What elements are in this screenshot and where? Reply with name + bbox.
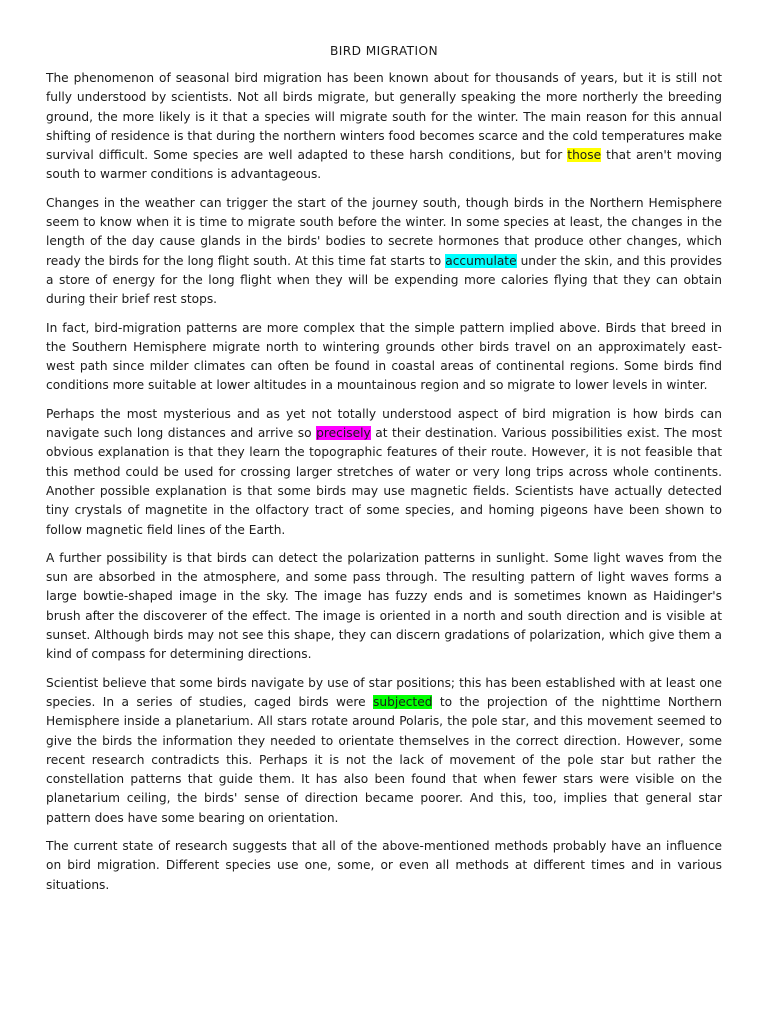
paragraph-2: [46, 194, 722, 310]
document-page: [46, 42, 722, 904]
paragraph-1: [46, 69, 722, 185]
highlight-subjected: subjected: [373, 694, 433, 709]
paragraph-6: [46, 674, 722, 828]
highlight-precisely: precisely: [316, 426, 371, 441]
paragraph-4-text-after: at their destination. Various possibilities exist. The most obvious explanation is that they learn the topographic features of their route. However, it is not feasible that this method could be used for crossing larger stretches of water or very long trips across whole continents. Another possible explanation is that some birds may use magnetic fields. Scientists have actually detected tiny crystals of magnetite in the olfactory tract of some species, and homing pigeons have been shown to follow magnetic field lines of the Earth.: [46, 426, 722, 537]
page-title: BIRD MIGRATION: [330, 44, 438, 58]
paragraph-1-text-before: The phenomenon of seasonal bird migration has been known about for thousands of years, but it is still not fully understood by scientists. Not all birds migrate, but generally speaking the more northerly the breeding ground, the more likely is it that a species will migrate south for the winter. The main reason for this annual shifting of residence is that during the northern winters food becomes scarce and the cold temperatures make survival difficult. Some species are well adapted to these harsh conditions, but for: [46, 71, 722, 163]
paragraph-4-text-before: Perhaps the most mysterious and as yet not totally understood aspect of bird migration is how birds can navigate such long distances and arrive so: [46, 406, 722, 441]
paragraph-7: The current state of research suggests that all of the above-mentioned methods probably have an influence on bird migration. Different species use one, some, or even all methods at different times and in various situations.: [46, 838, 722, 892]
paragraph-6-text-after: to the projection of the nighttime Northern Hemisphere inside a planetarium. All stars rotate around Polaris, the pole star, and this movement seemed to give the birds the information they needed to orientate themselves in the correct direction. However, some recent research contradicts this. Perhaps it is not the lack of movement of the pole star but rather the constellation patterns that guide them. It has also been found that when fewer stars were visible on the planetarium ceiling, the birds' sense of direction became poorer. And this, too, implies that general star pattern does have some bearing on orientation.: [46, 694, 722, 825]
paragraph-4: [46, 405, 722, 540]
paragraph-3: In fact, bird-migration patterns are more complex that the simple pattern implied above. Birds that breed in the Southern Hemisphere migrate north to wintering grounds other birds travel on an approximately east-west path since milder climates can often be found in coastal areas of continental regions. Some birds find conditions more suitable at lower altitudes in a mountainous region and so migrate to lower levels in winter.: [46, 320, 722, 393]
paragraph-2-text-after: under the skin, and this provides a store of energy for the long flight when they will be expending more calories flying that they can obtain during their brief rest stops.: [46, 253, 723, 307]
paragraph-5: A further possibility is that birds can detect the polarization patterns in sunlight. Some light waves from the sun are absorbed in the atmosphere, and some pass through. The resulting pattern of light waves forms a large bowtie-shaped image in the sky. The image has fuzzy ends and is sometimes known as Haidinger's brush after the discoverer of the effect. The image is oriented in a north and south direction and is visible at sunset. Although birds may not see this shape, they can discern gradations of polarization, which give them a kind of compass for determining directions.: [46, 550, 722, 662]
highlight-accumulate: accumulate: [445, 253, 517, 268]
highlight-those: those: [567, 148, 602, 163]
paragraph-1-text-after: that aren't moving south to warmer conditions is advantageous.: [46, 148, 722, 182]
paragraph-6-text-before: Scientist believe that some birds navigate by use of star positions; this has been established with at least one species. In a series of studies, caged birds were: [46, 675, 722, 709]
paragraph-2-text-before: Changes in the weather can trigger the start of the journey south, though birds in the Northern Hemisphere seem to know when it is time to migrate south before the winter. In some species at least, the changes in the length of the day cause glands in the birds' bodies to secrete hormones that produce other changes, which ready the birds for the long flight south. At this time fat starts to: [46, 195, 722, 268]
